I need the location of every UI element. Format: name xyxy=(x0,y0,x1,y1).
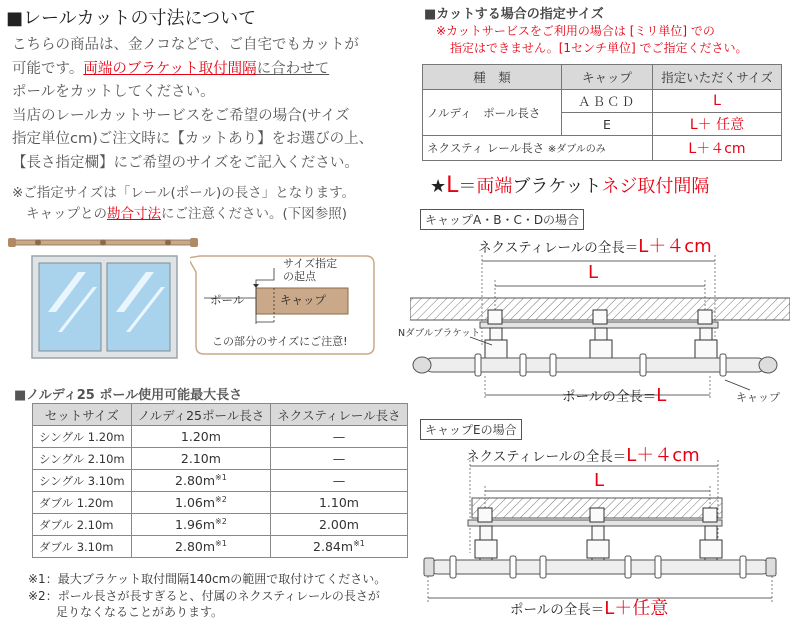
spec-table xyxy=(422,64,782,161)
bubble-caption: サイズ指定 の起点 xyxy=(283,257,338,283)
col-header: 指定いただくサイズ xyxy=(653,65,782,90)
intro-line: 当店のレールカットサービスをご希望の場合(サイズ xyxy=(12,107,350,124)
table-row: シングル 2.10m 2.10m — xyxy=(33,448,408,470)
highlight-bracket-interval: 両端のブラケット取付間隔 xyxy=(83,60,257,77)
cap-callout: キャップ xyxy=(736,391,780,404)
spec-heading: ■カットする場合の指定サイズ xyxy=(424,7,604,22)
pole-label: ポール xyxy=(210,293,245,307)
l-definition: ★L＝両端ブラケットネジ取付間隔 xyxy=(430,173,710,198)
intro-text xyxy=(12,34,400,175)
footnote-1: ※1：最大ブラケット取付間隔140cmの範囲で取付けてください。 xyxy=(28,572,387,586)
table-row: ダブル 2.10m $1.96m^{※2}$ 2.00m xyxy=(33,514,408,536)
spec-warning-1: ※カットサービスをご利用の場合は [ミリ単位] での xyxy=(436,24,715,38)
pole-total-e: ポールの全長＝L＋任意 xyxy=(510,598,669,619)
table-row: ダブル 1.20m $1.06m^{※2}$ 1.10m xyxy=(33,492,408,514)
diagram-abcd-label: キャップA・B・C・Dの場合 xyxy=(420,209,584,230)
intro-line: 【長さ指定欄】にご希望のサイズをご記入ください。 xyxy=(12,154,359,171)
col-header: キャップ xyxy=(562,65,653,90)
intro-line: ポールをカットしてください。 xyxy=(12,84,215,100)
page-title: ■レールカットの寸法について xyxy=(6,8,257,29)
footnote-2: ※2：ポール長さが長すぎると、付属のネクスティレールの長さが xyxy=(28,589,380,603)
col-header: ノルディ25ポール長さ xyxy=(131,404,271,426)
table-row: ノルディ ポール長さ ＡＢＣＤ L xyxy=(423,90,782,113)
footnote-2-cont: 足りなくなることがあります。 xyxy=(56,605,224,619)
col-header: セットサイズ xyxy=(33,404,132,426)
col-header: ネクスティレール長さ xyxy=(271,404,407,426)
table-row: E L＋ 任意 xyxy=(423,113,782,136)
intro-line: こちらの商品は、金ノコなどで、ご自宅でもカットが xyxy=(12,37,359,53)
fit-dimension-highlight: 勘合寸法 xyxy=(107,206,161,222)
bracket-callout: Nダブルブラケット xyxy=(398,328,481,339)
l-dimension-label: L xyxy=(588,262,599,283)
size-note: ※ご指定サイズは「レール(ポール)の長さ」となります。 キャップとの勘合寸法にご注意ください。(下図参照) xyxy=(12,185,356,222)
table-row: シングル 1.20m 1.20m — xyxy=(33,426,408,448)
table-row: ダブル 3.10m $2.80m^{※1}$ $2.84m^{※1}$ xyxy=(33,536,408,558)
table-row: ネクスティ レール長さ ※ダブルのみ L＋４cm xyxy=(423,136,782,161)
window-illustration xyxy=(8,232,198,362)
diagram-e-label: キャップEの場合 xyxy=(420,419,522,440)
rail-total-e: ネクスティレールの全長＝L＋４cm xyxy=(466,445,700,466)
table-row: シングル 3.10m $2.80m^{※1}$ — xyxy=(33,470,408,492)
left-table-heading: ■ノルディ25 ポール使用可能最大長さ xyxy=(14,388,243,403)
col-header: 種 類 xyxy=(423,65,562,90)
bracket-diagram-e xyxy=(410,458,790,616)
caution-label: この部分のサイズにご注意! xyxy=(212,335,348,348)
max-length-table xyxy=(32,403,408,558)
l-dimension-label-e: L xyxy=(594,470,605,491)
spec-warning-2: 指定はできません。[1センチ単位] でご指定ください。 xyxy=(450,41,748,55)
rail-total-abcd: ネクスティレールの全長＝L＋４cm xyxy=(478,236,712,257)
intro-line: 指定単位cm)ご注文時に【カットあり】をお選びの上、 xyxy=(12,131,374,147)
pole-total-abcd: ポールの全長＝L xyxy=(562,385,667,406)
cap-label: キャップ xyxy=(280,293,326,307)
intro-line: 可能です。両端のブラケット取付間隔に合わせて xyxy=(12,60,330,77)
